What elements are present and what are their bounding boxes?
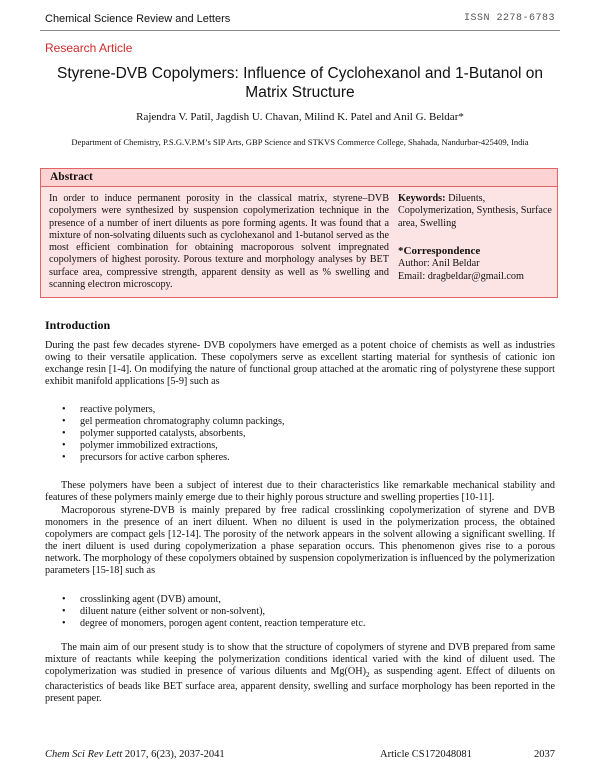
keywords-label: Keywords: — [398, 193, 446, 204]
abstract-heading: Abstract — [50, 171, 93, 183]
list-item: • reactive polymers, — [62, 404, 542, 416]
footer-volume: 2017, 6(23), 2037-2041 — [122, 749, 225, 760]
corresponding-email[interactable]: Email: dragbeldar@gmail.com — [398, 270, 524, 282]
journal-name: Chemical Science Review and Letters — [45, 13, 231, 25]
introduction-heading: Introduction — [45, 318, 111, 332]
list-item: • precursors for active carbon spheres. — [62, 452, 542, 464]
list-item: • degree of monomers, porogen agent content, reaction temperature etc. — [62, 618, 542, 630]
correspondence-heading: *Correspondence — [398, 245, 481, 257]
abstract-header — [41, 169, 557, 187]
keywords-value: Diluents, Copolymerization, Synthesis, Surface area, Swelling — [398, 193, 552, 229]
author-list: Rajendra V. Patil, Jagdish U. Chavan, Milind K. Patel and Anil G. Beldar* — [136, 111, 464, 123]
list-item: • diluent nature (either solvent or non-solvent), — [62, 606, 542, 618]
header-divider — [40, 30, 560, 31]
corresponding-author: Author: Anil Beldar — [398, 258, 480, 270]
issn: ISSN 2278-6783 — [463, 13, 555, 24]
paper-title: Styrene-DVB Copolymers: Influence of Cyclohexanol and 1-Butanol on Matrix Structure — [57, 65, 543, 101]
intro-paragraph-4-text-a: The main aim of our present study is to show that the structure of copolymers of styrene and DVB prepared from same mixture of reactants while keeping the polymerization conditions identical varied with the kind of diluent used. The copolymerization was studied in presence of various diluents and Mg(OH) — [45, 642, 555, 678]
list-item: • polymer immobilized extractions, — [62, 440, 542, 452]
footer-article-id: Article CS172048081 — [380, 749, 472, 760]
intro-paragraph-1: During the past few decades styrene- DVB copolymers have emerged as a potent choice of chemists as well as industries owing to their versatile application. These copolymers serve as excellent starting material for synthesis of cationic ion exchange resin [1-4]. On modifying the nature of functional group attached at the aromatic ring of polystyrene these support exhibit manifold applications [5-9] such as — [45, 340, 555, 388]
subscript: 2 — [365, 671, 370, 680]
list-item: • polymer supported catalysts, absorbents, — [62, 428, 542, 440]
abstract-box — [40, 168, 558, 298]
intro-paragraph-4 — [45, 642, 555, 706]
parameter-list — [62, 594, 542, 630]
intro-paragraph-3: Macroporous styrene-DVB is mainly prepared by free radical crosslinking copolymerization of styrene and DVB monomers in the presence of an inert diluent. When no diluent is used in the polymerization process, the obtained copolymers are compact gels [12-14]. The porosity of the network appears in the solvent allowing a significant swelling. If the inert diluent is used during copolymerization a phase separation occurs. This phenomenon gives rise to a porous network. The morphology of these copolymers obtained by suspension copolymerization is influenced by the polymerization parameters [15-18] such as — [45, 505, 555, 577]
correspondence — [398, 245, 553, 283]
footer-citation — [45, 749, 225, 760]
list-item: • gel permeation chromatography column packings, — [62, 416, 542, 428]
intro-paragraph-2: These polymers have been a subject of interest due to their characteristics like remarkable mechanical stability and features of these polymers mainly emerge due to their highly porous structure and swelling properties [10-11]. — [45, 480, 555, 504]
page-number: 2037 — [534, 749, 555, 760]
abstract-text: In order to induce permanent porosity in the classical matrix, styrene–DVB copolymers were synthesized by suspension copolymerization technique in the presence of a number of inert diluents as pore forming agents. It was found that a mixture of non-solvating diluents such as cyclohexanol and 1-butanol served as the most efficient combination for obtaining macroporous solvent impregnated copolymers of highest porosity. Porous texture and morphology analyses by BET surface area, compressive strength, apparent density as well as % swelling and scanning electron microscopy. — [49, 193, 389, 291]
footer-journal-abbrev: Chem Sci Rev Lett — [45, 749, 123, 760]
affiliation: Department of Chemistry, P.S.G.V.P.M’s SIP Arts, GBP Science and STKVS Commerce College, Shahada, Nandurbar-425409, India — [71, 137, 529, 147]
keywords — [398, 193, 553, 230]
article-type: Research Article — [45, 41, 133, 55]
intro-paragraph-4-text-b: as suspending agent. Effect of diluents on characteristics of beads like BET surface area, apparent density, swelling and surface morphology has been reported in the present paper. — [45, 666, 555, 705]
list-item: • crosslinking agent (DVB) amount, — [62, 594, 542, 606]
application-list — [62, 404, 542, 464]
